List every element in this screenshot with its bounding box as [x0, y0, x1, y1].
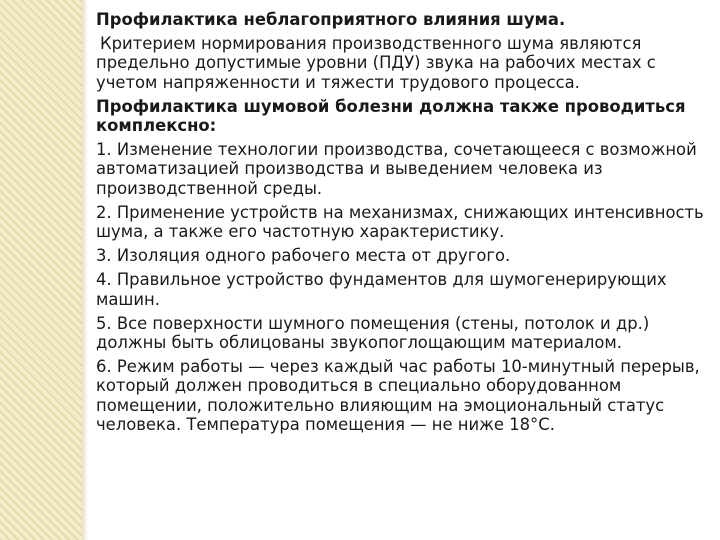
side-band-shadow	[82, 0, 88, 540]
slide-subheading: Профилактика шумовой болезни должна также проводиться комплексно:	[96, 96, 686, 136]
list-item-3: 3. Изоляция одного рабочего места от другого.	[96, 246, 511, 266]
slide-heading: Профилактика неблагоприятного влияния шума.	[96, 10, 566, 29]
list-item-2: 2. Применение устройств на механизмах, снижающих интенсивность шума, а также его частотную характеристику.	[96, 202, 704, 242]
list-item-5: 5. Все поверхности шумного помещения (стены, потолок и др.) должны быть облицованы звукопоглощающим материалом.	[96, 313, 650, 353]
slide-content	[96, 10, 710, 439]
decorative-side-band	[0, 0, 82, 540]
list-item-4: 4. Правильное устройство фундаментов для шумогенерирующих машин.	[96, 270, 667, 309]
list-item-1: 1. Изменение технологии производства, сочетающееся с возможной автоматизацией производства и выведением человека из производственной среды.	[96, 140, 697, 198]
list-item-6: 6. Режим работы — через каждый час работы 10-минутный перерыв, который должен проводиться в специально оборудованном помещении, положительно влияющим на эмоциональный статус человека. Температура помещения — не ниже 18°С.	[96, 357, 700, 434]
criterion-paragraph: Критерием нормирования производственного шума являются предельно допустимые уровни (ПДУ) звука на рабочих местах с учетом напряженности и тяжести трудового процесса.	[96, 34, 656, 92]
